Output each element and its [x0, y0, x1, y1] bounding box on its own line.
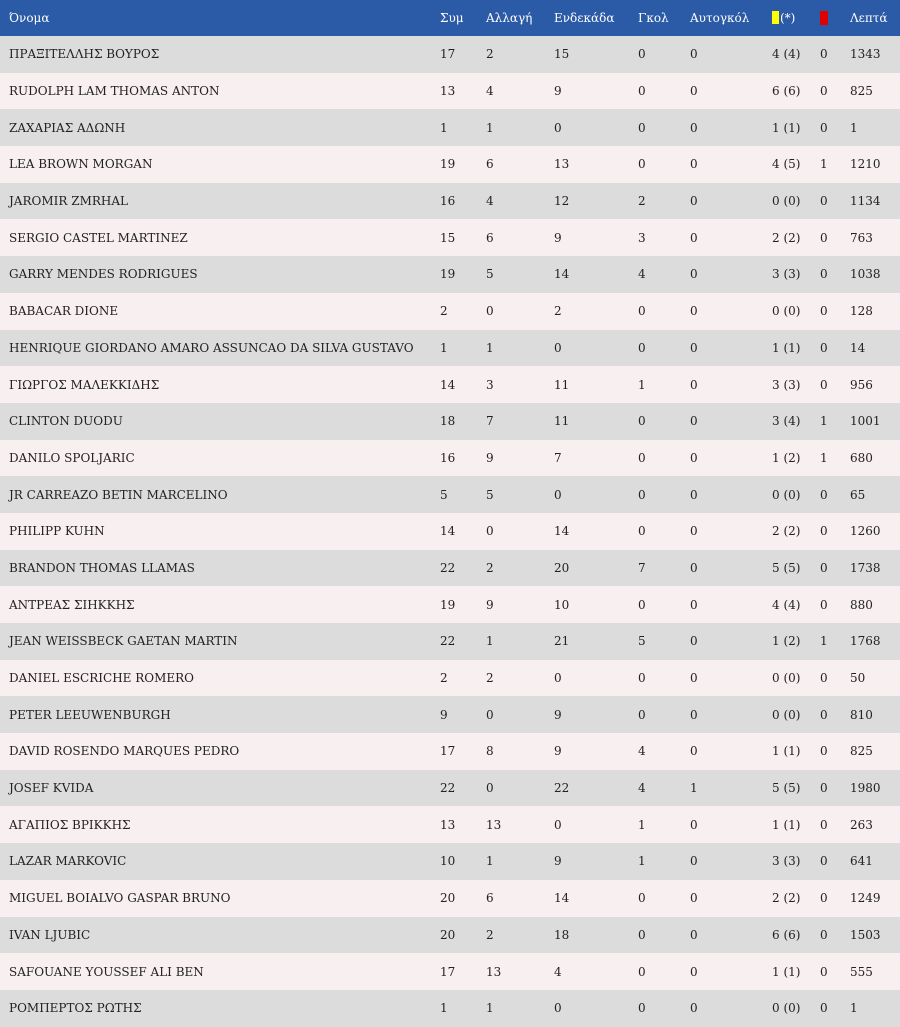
cell-starting-count: 14: [554, 267, 570, 282]
red-card-icon: [820, 11, 828, 25]
cell-substitutions: 6: [486, 891, 494, 906]
cell-goals: 4: [638, 267, 646, 282]
cell-substitutions: 13: [486, 817, 502, 832]
table-row: [0, 733, 900, 770]
cell-appearances: 13: [440, 817, 456, 832]
cell-starting-count: 0: [554, 1001, 562, 1016]
cell-own-goals: 0: [690, 414, 698, 429]
cell-own-goals: 0: [690, 817, 698, 832]
cell-red-cards: 0: [820, 1001, 828, 1016]
cell-appearances: 15: [440, 230, 456, 245]
table-header-row: [0, 0, 900, 36]
cell-player-name: SERGIO CASTEL MARTINEZ: [9, 230, 188, 245]
cell-goals: 0: [638, 450, 646, 465]
cell-red-cards: 1: [820, 157, 828, 172]
cell-starting-count: 0: [554, 120, 562, 135]
cell-minutes: 680: [850, 450, 873, 465]
table-row: [0, 623, 900, 660]
cell-minutes: 1134: [850, 194, 881, 209]
cell-appearances: 17: [440, 744, 456, 759]
cell-red-cards: 0: [820, 120, 828, 135]
table-row: [0, 403, 900, 440]
cell-starting-count: 0: [554, 340, 562, 355]
cell-yellow-cards: 2 (2): [772, 891, 801, 906]
cell-minutes: 1768: [850, 634, 881, 649]
cell-own-goals: 0: [690, 927, 698, 942]
cell-goals: 0: [638, 927, 646, 942]
cell-player-name: ΖΑΧΑΡΙΑΣ ΑΔΩΝΗ: [9, 120, 126, 135]
cell-minutes: 1738: [850, 560, 881, 575]
cell-minutes: 1249: [850, 891, 881, 906]
cell-yellow-cards: 0 (0): [772, 194, 801, 209]
table-row: [0, 513, 900, 550]
cell-yellow-cards: 1 (1): [772, 964, 801, 979]
cell-own-goals: 0: [690, 377, 698, 392]
cell-minutes: 810: [850, 707, 873, 722]
cell-yellow-cards: 0 (0): [772, 707, 801, 722]
cell-appearances: 1: [440, 120, 448, 135]
cell-goals: 0: [638, 597, 646, 612]
cell-minutes: 65: [850, 487, 866, 502]
cell-goals: 0: [638, 707, 646, 722]
cell-yellow-cards: 4 (4): [772, 597, 801, 612]
cell-red-cards: 0: [820, 597, 828, 612]
cell-starting-count: 9: [554, 707, 562, 722]
cell-substitutions: 9: [486, 597, 494, 612]
table-row: [0, 440, 900, 477]
cell-starting-count: 15: [554, 47, 570, 62]
cell-goals: 0: [638, 671, 646, 686]
cell-substitutions: 1: [486, 120, 494, 135]
cell-own-goals: 0: [690, 230, 698, 245]
table-row: [0, 73, 900, 110]
cell-red-cards: 1: [820, 634, 828, 649]
table-row: [0, 696, 900, 733]
cell-player-name: ΡΟΜΠΕΡΤΟΣ ΡΩΤΗΣ: [9, 1001, 142, 1016]
cell-substitutions: 6: [486, 230, 494, 245]
cell-minutes: 1: [850, 1001, 858, 1016]
cell-appearances: 14: [440, 377, 456, 392]
cell-starting-count: 9: [554, 854, 562, 869]
cell-minutes: 763: [850, 230, 873, 245]
cell-starting-count: 7: [554, 450, 562, 465]
table-row: [0, 109, 900, 146]
cell-minutes: 555: [850, 964, 873, 979]
cell-red-cards: 0: [820, 781, 828, 796]
table-row: [0, 843, 900, 880]
cell-own-goals: 0: [690, 267, 698, 282]
cell-appearances: 22: [440, 560, 456, 575]
cell-red-cards: 0: [820, 817, 828, 832]
cell-goals: 5: [638, 634, 646, 649]
cell-player-name: JEAN WEISSBECK GAETAN MARTIN: [9, 634, 238, 649]
cell-player-name: MIGUEL BOIALVO GASPAR BRUNO: [9, 891, 231, 906]
column-header-starting[interactable]: Ενδεκάδα: [554, 11, 615, 25]
cell-appearances: 13: [440, 84, 456, 99]
cell-minutes: 263: [850, 817, 873, 832]
cell-appearances: 1: [440, 340, 448, 355]
cell-starting-count: 20: [554, 560, 570, 575]
cell-red-cards: 0: [820, 891, 828, 906]
cell-player-name: LEA BROWN MORGAN: [9, 157, 153, 172]
cell-substitutions: 0: [486, 304, 494, 319]
cell-player-name: ΑΓΑΠΙΟΣ ΒΡΙΚΚΗΣ: [9, 817, 131, 832]
cell-minutes: 1343: [850, 47, 881, 62]
table-row: [0, 476, 900, 513]
column-header-red-cards[interactable]: [820, 0, 850, 36]
cell-red-cards: 0: [820, 267, 828, 282]
cell-minutes: 825: [850, 744, 873, 759]
cell-appearances: 20: [440, 927, 456, 942]
cell-substitutions: 2: [486, 560, 494, 575]
cell-red-cards: 1: [820, 450, 828, 465]
cell-appearances: 19: [440, 157, 456, 172]
cell-appearances: 17: [440, 47, 456, 62]
cell-substitutions: 1: [486, 634, 494, 649]
cell-own-goals: 0: [690, 671, 698, 686]
cell-appearances: 2: [440, 671, 448, 686]
cell-red-cards: 0: [820, 707, 828, 722]
table-row: [0, 330, 900, 367]
cell-red-cards: 1: [820, 414, 828, 429]
cell-appearances: 22: [440, 781, 456, 796]
cell-yellow-cards: 3 (3): [772, 267, 801, 282]
cell-yellow-cards: 3 (3): [772, 377, 801, 392]
table-row: [0, 586, 900, 623]
cell-red-cards: 0: [820, 47, 828, 62]
cell-own-goals: 0: [690, 450, 698, 465]
table-row: [0, 660, 900, 697]
cell-appearances: 10: [440, 854, 456, 869]
cell-goals: 0: [638, 414, 646, 429]
cell-substitutions: 5: [486, 267, 494, 282]
cell-goals: 0: [638, 891, 646, 906]
cell-yellow-cards: 0 (0): [772, 487, 801, 502]
table-row: [0, 770, 900, 807]
cell-own-goals: 0: [690, 84, 698, 99]
cell-goals: 1: [638, 817, 646, 832]
cell-goals: 4: [638, 781, 646, 796]
cell-yellow-cards: 1 (2): [772, 634, 801, 649]
cell-appearances: 19: [440, 267, 456, 282]
cell-substitutions: 0: [486, 781, 494, 796]
cell-appearances: 14: [440, 524, 456, 539]
cell-starting-count: 13: [554, 157, 570, 172]
yellow-card-suffix: (*): [780, 11, 796, 25]
table-row: [0, 806, 900, 843]
cell-own-goals: 0: [690, 744, 698, 759]
cell-starting-count: 10: [554, 597, 570, 612]
cell-red-cards: 0: [820, 487, 828, 502]
cell-starting-count: 9: [554, 230, 562, 245]
cell-goals: 1: [638, 377, 646, 392]
column-header-appearances[interactable]: Συμ: [440, 11, 464, 25]
cell-goals: 0: [638, 304, 646, 319]
cell-own-goals: 0: [690, 560, 698, 575]
cell-appearances: 16: [440, 194, 456, 209]
cell-appearances: 19: [440, 597, 456, 612]
cell-starting-count: 11: [554, 377, 570, 392]
table-row: [0, 550, 900, 587]
cell-minutes: 1038: [850, 267, 881, 282]
cell-substitutions: 5: [486, 487, 494, 502]
cell-substitutions: 1: [486, 854, 494, 869]
cell-red-cards: 0: [820, 927, 828, 942]
cell-starting-count: 21: [554, 634, 570, 649]
cell-minutes: 1503: [850, 927, 881, 942]
cell-appearances: 9: [440, 707, 448, 722]
table-row: [0, 990, 900, 1027]
cell-goals: 4: [638, 744, 646, 759]
cell-red-cards: 0: [820, 854, 828, 869]
cell-yellow-cards: 6 (6): [772, 84, 801, 99]
cell-substitutions: 1: [486, 1001, 494, 1016]
cell-yellow-cards: 3 (3): [772, 854, 801, 869]
cell-appearances: 1: [440, 1001, 448, 1016]
cell-minutes: 1980: [850, 781, 881, 796]
cell-player-name: PHILIPP KUHN: [9, 524, 105, 539]
cell-yellow-cards: 2 (2): [772, 230, 801, 245]
cell-player-name: DAVID ROSENDO MARQUES PEDRO: [9, 744, 240, 759]
cell-red-cards: 0: [820, 964, 828, 979]
cell-goals: 1: [638, 854, 646, 869]
cell-own-goals: 0: [690, 707, 698, 722]
table-row: [0, 293, 900, 330]
cell-substitutions: 2: [486, 927, 494, 942]
cell-substitutions: 9: [486, 450, 494, 465]
cell-appearances: 20: [440, 891, 456, 906]
cell-yellow-cards: 3 (4): [772, 414, 801, 429]
cell-yellow-cards: 1 (1): [772, 817, 801, 832]
cell-goals: 0: [638, 120, 646, 135]
cell-own-goals: 0: [690, 304, 698, 319]
cell-substitutions: 3: [486, 377, 494, 392]
cell-goals: 2: [638, 194, 646, 209]
cell-player-name: HENRIQUE GIORDANO AMARO ASSUNCAO DA SILVA GUSTAVO: [9, 340, 414, 355]
cell-yellow-cards: 4 (5): [772, 157, 801, 172]
cell-starting-count: 14: [554, 524, 570, 539]
cell-own-goals: 0: [690, 157, 698, 172]
cell-player-name: CLINTON DUODU: [9, 414, 123, 429]
cell-own-goals: 0: [690, 854, 698, 869]
cell-appearances: 18: [440, 414, 456, 429]
table-row: [0, 36, 900, 73]
cell-minutes: 50: [850, 671, 866, 686]
cell-own-goals: 0: [690, 120, 698, 135]
table-row: [0, 366, 900, 403]
cell-starting-count: 9: [554, 84, 562, 99]
cell-starting-count: 18: [554, 927, 570, 942]
cell-minutes: 14: [850, 340, 866, 355]
cell-yellow-cards: 1 (2): [772, 450, 801, 465]
cell-red-cards: 0: [820, 340, 828, 355]
cell-substitutions: 0: [486, 524, 494, 539]
cell-starting-count: 11: [554, 414, 570, 429]
cell-own-goals: 0: [690, 47, 698, 62]
cell-goals: 7: [638, 560, 646, 575]
cell-goals: 3: [638, 230, 646, 245]
cell-player-name: IVAN LJUBIC: [9, 927, 91, 942]
cell-yellow-cards: 1 (1): [772, 340, 801, 355]
cell-red-cards: 0: [820, 671, 828, 686]
cell-starting-count: 22: [554, 781, 570, 796]
cell-substitutions: 2: [486, 47, 494, 62]
cell-player-name: LAZAR MARKOVIC: [9, 854, 127, 869]
cell-own-goals: 1: [690, 781, 698, 796]
cell-yellow-cards: 1 (1): [772, 744, 801, 759]
cell-own-goals: 0: [690, 1001, 698, 1016]
cell-substitutions: 1: [486, 340, 494, 355]
table-row: [0, 183, 900, 220]
cell-minutes: 1260: [850, 524, 881, 539]
cell-red-cards: 0: [820, 377, 828, 392]
cell-own-goals: 0: [690, 194, 698, 209]
cell-appearances: 17: [440, 964, 456, 979]
cell-player-name: PETER LEEUWENBURGH: [9, 707, 171, 722]
cell-red-cards: 0: [820, 304, 828, 319]
column-header-name[interactable]: Όνομα: [9, 11, 50, 25]
cell-player-name: ΓΙΩΡΓΟΣ ΜΑΛΕΚΚΙΔΗΣ: [9, 377, 160, 392]
cell-starting-count: 12: [554, 194, 570, 209]
cell-goals: 0: [638, 524, 646, 539]
column-header-minutes[interactable]: Λεπτά: [850, 11, 888, 25]
cell-appearances: 22: [440, 634, 456, 649]
cell-starting-count: 0: [554, 487, 562, 502]
cell-starting-count: 0: [554, 671, 562, 686]
cell-minutes: 880: [850, 597, 873, 612]
cell-appearances: 2: [440, 304, 448, 319]
cell-substitutions: 0: [486, 707, 494, 722]
cell-red-cards: 0: [820, 560, 828, 575]
table-row: [0, 953, 900, 990]
cell-yellow-cards: 5 (5): [772, 560, 801, 575]
cell-own-goals: 0: [690, 964, 698, 979]
cell-player-name: SAFOUANE YOUSSEF ALI BEN: [9, 964, 204, 979]
cell-player-name: ΑΝΤΡΕΑΣ ΣΙΗΚΚΗΣ: [9, 597, 135, 612]
cell-minutes: 1: [850, 120, 858, 135]
cell-goals: 0: [638, 1001, 646, 1016]
cell-appearances: 16: [440, 450, 456, 465]
yellow-card-icon: [772, 11, 779, 24]
cell-substitutions: 4: [486, 84, 494, 99]
cell-goals: 0: [638, 84, 646, 99]
cell-player-name: JAROMIR ZMRHAL: [9, 194, 128, 209]
cell-starting-count: 0: [554, 817, 562, 832]
column-header-yellow-cards[interactable]: [772, 0, 820, 36]
table-row: [0, 880, 900, 917]
table-row: [0, 219, 900, 256]
cell-minutes: 825: [850, 84, 873, 99]
cell-goals: 0: [638, 340, 646, 355]
cell-minutes: 641: [850, 854, 873, 869]
cell-yellow-cards: 6 (6): [772, 927, 801, 942]
cell-minutes: 1210: [850, 157, 881, 172]
cell-starting-count: 14: [554, 891, 570, 906]
cell-own-goals: 0: [690, 891, 698, 906]
table-row: [0, 917, 900, 954]
cell-own-goals: 0: [690, 634, 698, 649]
cell-player-name: ΠΡΑΞΙΤΕΛΛΗΣ ΒΟΥΡΟΣ: [9, 47, 160, 62]
cell-minutes: 128: [850, 304, 873, 319]
cell-yellow-cards: 4 (4): [772, 47, 801, 62]
table-row: [0, 256, 900, 293]
cell-starting-count: 2: [554, 304, 562, 319]
cell-red-cards: 0: [820, 230, 828, 245]
cell-goals: 0: [638, 964, 646, 979]
cell-player-name: DANILO SPOLJARIC: [9, 450, 135, 465]
column-header-goals[interactable]: Γκολ: [638, 11, 669, 25]
cell-player-name: RUDOLPH LAM THOMAS ANTON: [9, 84, 220, 99]
cell-red-cards: 0: [820, 524, 828, 539]
cell-minutes: 956: [850, 377, 873, 392]
cell-substitutions: 8: [486, 744, 494, 759]
cell-substitutions: 4: [486, 194, 494, 209]
cell-minutes: 1001: [850, 414, 881, 429]
cell-own-goals: 0: [690, 597, 698, 612]
cell-goals: 0: [638, 157, 646, 172]
cell-red-cards: 0: [820, 84, 828, 99]
cell-own-goals: 0: [690, 487, 698, 502]
cell-yellow-cards: 0 (0): [772, 1001, 801, 1016]
cell-player-name: GARRY MENDES RODRIGUES: [9, 267, 198, 282]
cell-substitutions: 7: [486, 414, 494, 429]
cell-yellow-cards: 5 (5): [772, 781, 801, 796]
cell-substitutions: 13: [486, 964, 502, 979]
cell-starting-count: 9: [554, 744, 562, 759]
cell-player-name: BABACAR DIONE: [9, 304, 119, 319]
cell-player-name: DANIEL ESCRICHE ROMERO: [9, 671, 195, 686]
cell-player-name: BRANDON THOMAS LLAMAS: [9, 560, 195, 575]
column-header-own-goals[interactable]: Αυτογκόλ: [690, 11, 750, 25]
cell-starting-count: 4: [554, 964, 562, 979]
cell-yellow-cards: 2 (2): [772, 524, 801, 539]
cell-player-name: JOSEF KVIDA: [9, 781, 94, 796]
column-header-substitutions[interactable]: Αλλαγή: [486, 11, 533, 25]
cell-yellow-cards: 1 (1): [772, 120, 801, 135]
cell-yellow-cards: 0 (0): [772, 671, 801, 686]
cell-yellow-cards: 0 (0): [772, 304, 801, 319]
cell-player-name: JR CARREAZO BETIN MARCELINO: [9, 487, 228, 502]
table-row: [0, 146, 900, 183]
cell-own-goals: 0: [690, 340, 698, 355]
cell-substitutions: 6: [486, 157, 494, 172]
cell-appearances: 5: [440, 487, 448, 502]
cell-red-cards: 0: [820, 194, 828, 209]
cell-substitutions: 2: [486, 671, 494, 686]
cell-own-goals: 0: [690, 524, 698, 539]
cell-goals: 0: [638, 47, 646, 62]
cell-red-cards: 0: [820, 744, 828, 759]
cell-goals: 0: [638, 487, 646, 502]
